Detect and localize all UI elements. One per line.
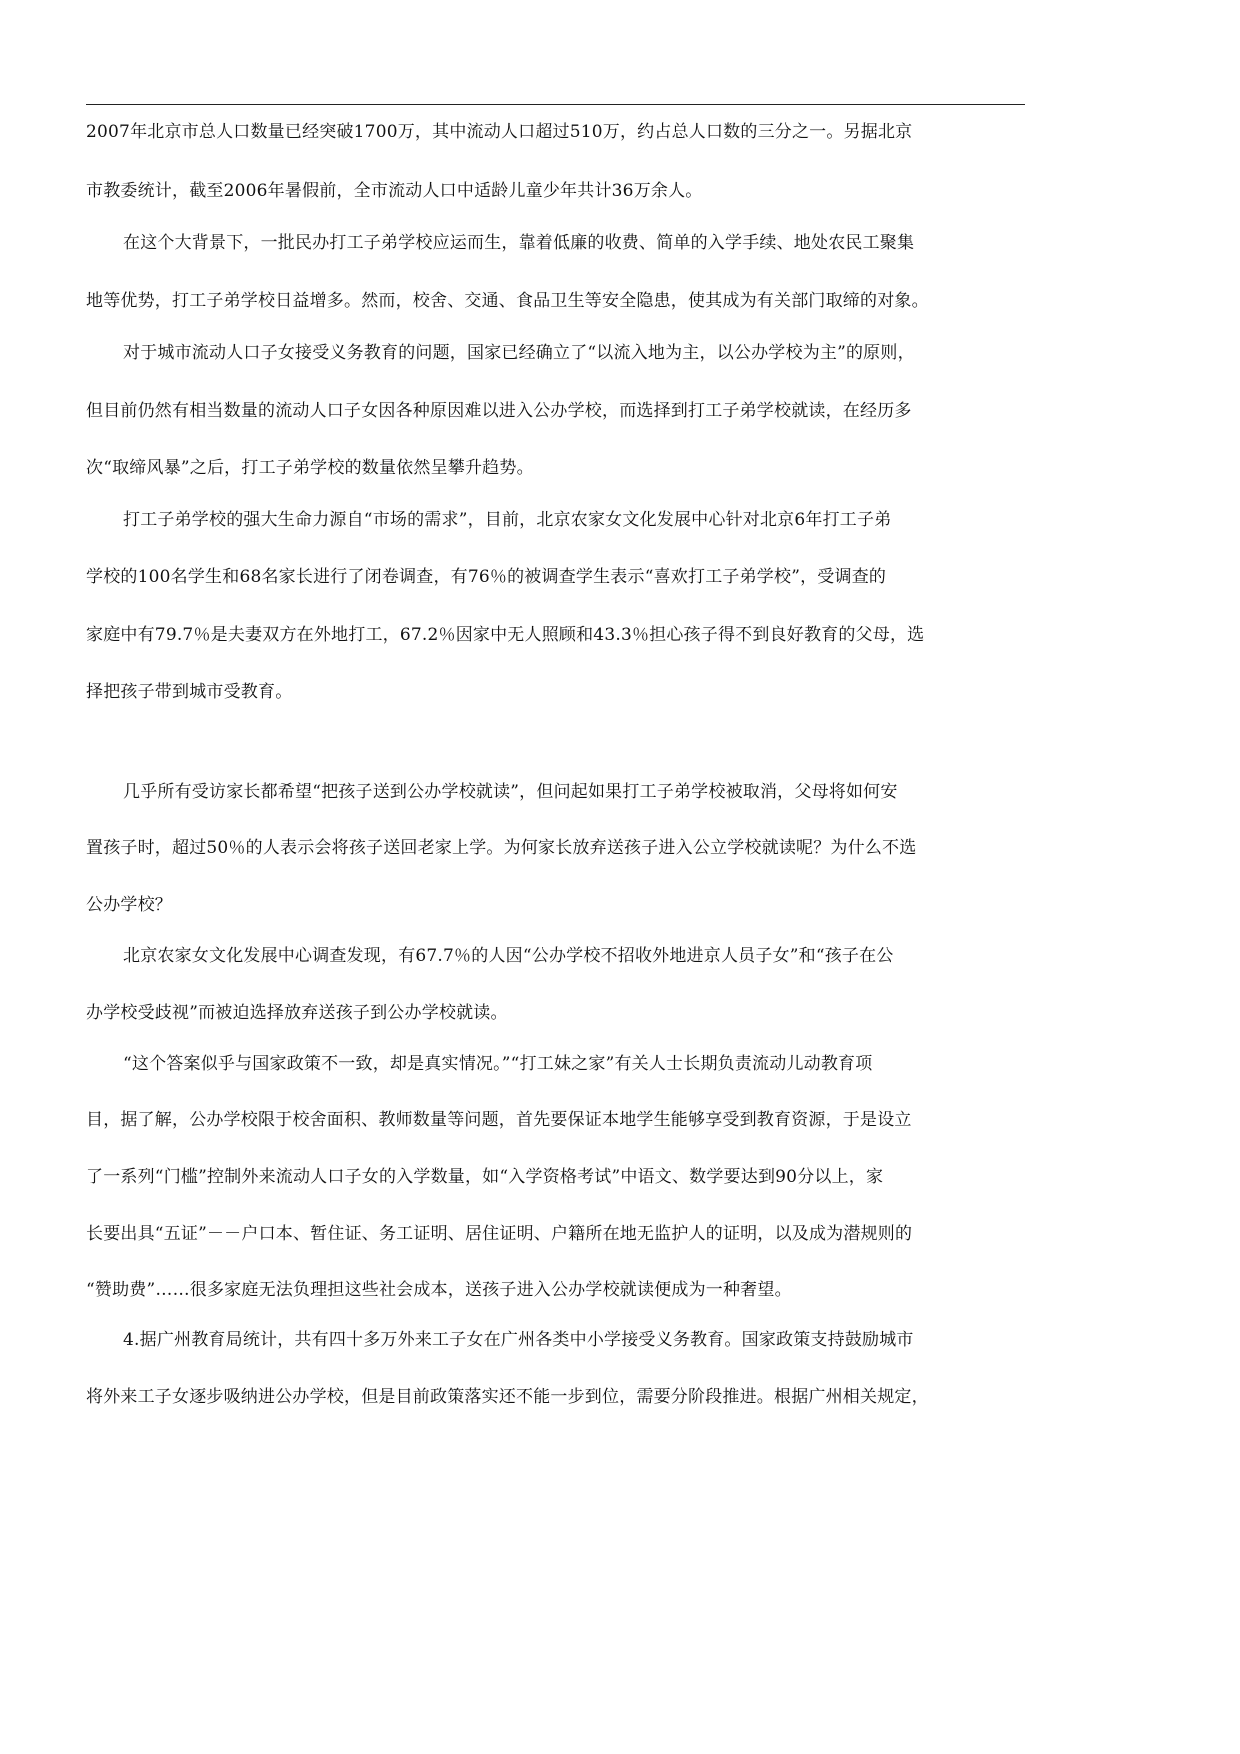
paragraph-7-line-4: 长要出具“五证”－－户口本、暂住证、务工证明、居住证明、户籍所在地无监护人的证明，以及成为潜规则的 (86, 1224, 913, 1244)
paragraph-8-line-1: 4.据广州教育局统计，共有四十多万外来工子女在广州各类中小学接受义务教育。国家政策支持鼓励城市 (123, 1330, 914, 1350)
paragraph-5-line-2: 置孩子时，超过50％的人表示会将孩子送回老家上学。为何家长放弃送孩子进入公立学校就读呢？为什么不选 (86, 838, 917, 858)
paragraph-1-line-2: 市教委统计，截至2006年暑假前，全市流动人口中适龄儿童少年共计36万余人。 (86, 181, 703, 201)
paragraph-7-line-3: 了一系列“门槛”控制外来流动人口子女的入学数量，如“入学资格考试”中语文、数学要达到90分以上，家 (86, 1167, 884, 1187)
paragraph-3-line-3: 次“取缔风暴”之后，打工子弟学校的数量依然呈攀升趋势。 (86, 458, 534, 478)
paragraph-6-line-2: 办学校受歧视”而被迫选择放弃送孩子到公办学校就读。 (86, 1003, 508, 1023)
paragraph-3-line-2: 但目前仍然有相当数量的流动人口子女因各种原因难以进入公办学校，而选择到打工子弟学校就读，在经历多 (86, 401, 912, 421)
paragraph-7-line-2: 目，据了解，公办学校限于校舍面积、教师数量等问题，首先要保证本地学生能够享受到教育资源，于是设立 (86, 1110, 912, 1130)
header-rule (86, 104, 1025, 105)
paragraph-4-line-3: 家庭中有79.7％是夫妻双方在外地打工，67.2％因家中无人照顾和43.3％担心孩子得不到良好教育的父母，选 (86, 625, 925, 645)
paragraph-5-line-3: 公办学校？ (86, 895, 172, 915)
paragraph-4-line-4: 择把孩子带到城市受教育。 (86, 682, 293, 702)
paragraph-7-line-1: “这个答案似乎与国家政策不一致，却是真实情况。”“打工妹之家”有关人士长期负责流动儿动教育项 (123, 1054, 873, 1074)
paragraph-4-line-2: 学校的100名学生和68名家长进行了闭卷调查，有76％的被调查学生表示“喜欢打工子弟学校”，受调查的 (86, 567, 887, 587)
paragraph-8-line-2: 将外来工子女逐步吸纳进公办学校，但是目前政策落实还不能一步到位，需要分阶段推进。根据广州相关规定， (86, 1387, 929, 1407)
paragraph-7-line-5: “赞助费”……很多家庭无法负理担这些社会成本，送孩子进入公办学校就读便成为一种奢望。 (86, 1280, 792, 1300)
paragraph-2-line-1: 在这个大背景下，一批民办打工子弟学校应运而生，靠着低廉的收费、简单的入学手续、地处农民工聚集 (123, 233, 915, 253)
paragraph-3-line-1: 对于城市流动人口子女接受义务教育的问题，国家已经确立了“以流入地为主，以公办学校为主”的原则， (123, 343, 915, 363)
paragraph-1-line-1: 2007年北京市总人口数量已经突破1700万，其中流动人口超过510万，约占总人口数的三分之一。另据北京 (86, 122, 913, 142)
paragraph-6-line-1: 北京农家女文化发展中心调查发现，有67.7％的人因“公办学校不招收外地进京人员子女”和“孩子在公 (123, 946, 894, 966)
paragraph-2-line-2: 地等优势，打工子弟学校日益增多。然而，校舍、交通、食品卫生等安全隐患，使其成为有关部门取缔的对象。 (86, 291, 929, 311)
paragraph-4-line-1: 打工子弟学校的强大生命力源自“市场的需求”，目前，北京农家女文化发展中心针对北京6年打工子弟 (123, 510, 892, 530)
paragraph-5-line-1: 几乎所有受访家长都希望“把孩子送到公办学校就读”，但问起如果打工子弟学校被取消，父母将如何安 (123, 782, 898, 802)
